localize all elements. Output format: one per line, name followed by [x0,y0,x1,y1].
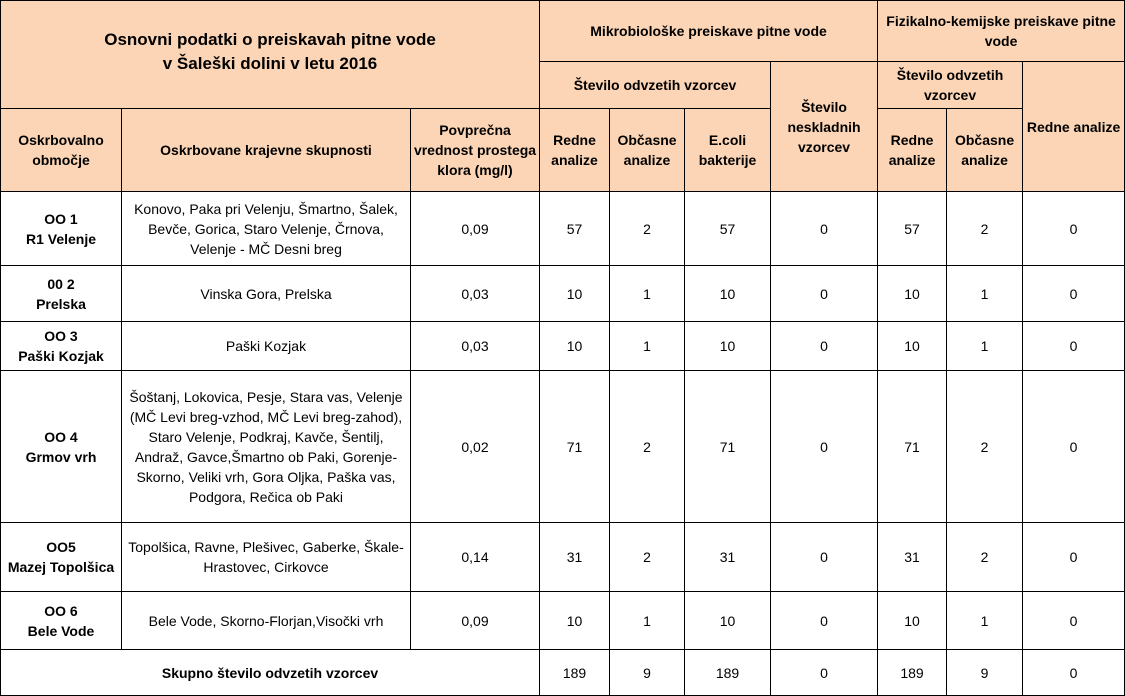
f-redne-cell: 10 [878,592,947,650]
area-cell [1,322,122,371]
area-cell [1,523,122,592]
table-title-line-1: Osnovni podatki o preiskavah pitne vode [104,29,436,49]
m-redne-cell: 71 [540,371,610,523]
area-name: R1 Velenje [25,230,97,247]
chlorine-cell: 0,02 [411,371,540,523]
neskladni-cell: 0 [771,592,878,650]
area-code: OO 4 [44,428,78,445]
subheader-odvzetih-fiz: Število odvzetih vzorcev [878,62,1023,109]
m-obcasne-cell: 2 [610,192,685,266]
table-row [1,322,1125,371]
total-f-redne: 189 [878,650,947,696]
area-name: Bele Vode [27,622,95,639]
col-header-skupnosti: Oskrbovane krajevne skupnosti [122,109,411,192]
area-cell [1,266,122,322]
col-header-redne: Redne analize [540,109,610,192]
communities-cell: Paški Kozjak [122,322,411,371]
col-header-ecoli: E.coli bakterije [685,109,771,192]
communities-cell: Vinska Gora, Prelska [122,266,411,322]
col-header-obcasne-fiz: Občasne analize [947,109,1023,192]
area-cell [1,592,122,650]
table-title-line-2: v Šaleški dolini v letu 2016 [162,53,378,73]
m-obcasne-cell: 2 [610,523,685,592]
m-obcasne-cell: 1 [610,322,685,371]
total-m-redne: 189 [540,650,610,696]
col-header-redne-fiz: Redne analize [878,109,947,192]
m-redne-cell: 57 [540,192,610,266]
table-row [1,592,1125,650]
f-redne-analize-cell: 0 [1023,592,1125,650]
m-ecoli-cell: 31 [685,523,771,592]
area-code: OO 6 [44,602,78,619]
neskladni-cell: 0 [771,192,878,266]
col-header-obcasne: Občasne analize [610,109,685,192]
m-ecoli-cell: 10 [685,266,771,322]
communities-cell: Šoštanj, Lokovica, Pesje, Stara vas, Velenje (MČ Levi breg-vzhod, MČ Levi breg-zahod), Staro Velenje, Podkraj, Kavče, Šentilj, Andraž, Gavce,Šmartno ob Paki, Gorenje-Skorno, Veliki vrh, Gora Oljka, Paška vas, Podgora, Rečica ob Paki [122,371,411,523]
communities-cell: Bele Vode, Skorno-Florjan,Visočki vrh [122,592,411,650]
m-obcasne-cell: 1 [610,266,685,322]
f-obcasne-cell: 1 [947,266,1023,322]
area-cell [1,192,122,266]
total-label: Skupno število odvzetih vzorcev [1,650,540,696]
area-code: OO 3 [44,328,78,344]
chlorine-cell: 0,09 [411,592,540,650]
f-redne-cell: 57 [878,192,947,266]
col-header-obmocje: Oskrbovalno območje [1,109,122,192]
area-code: OO5 [46,539,76,555]
group-header-micro: Mikrobiološke preiskave pitne vode [540,1,878,62]
m-redne-cell: 10 [540,266,610,322]
subheader-redne-fiz: Redne analize [1023,62,1125,192]
total-neskladni: 0 [771,650,878,696]
f-redne-analize-cell: 0 [1023,371,1125,523]
f-redne-cell: 31 [878,523,947,592]
m-redne-cell: 31 [540,523,610,592]
chlorine-cell: 0,09 [411,192,540,266]
f-obcasne-cell: 1 [947,592,1023,650]
subheader-odvzetih-micro: Število odvzetih vzorcev [540,62,771,109]
m-redne-cell: 10 [540,322,610,371]
m-ecoli-cell: 57 [685,192,771,266]
area-name: Paški Kozjak [18,348,104,364]
m-ecoli-cell: 71 [685,371,771,523]
table-row [1,266,1125,322]
area-name: Mazej Topolšica [7,559,115,575]
f-redne-cell: 10 [878,322,947,371]
table-row [1,371,1125,523]
chlorine-cell: 0,03 [411,322,540,371]
f-obcasne-cell: 2 [947,371,1023,523]
total-m-ecoli: 189 [685,650,771,696]
table-title [1,1,540,109]
m-ecoli-cell: 10 [685,592,771,650]
m-obcasne-cell: 1 [610,592,685,650]
f-redne-analize-cell: 0 [1023,266,1125,322]
neskladni-cell: 0 [771,523,878,592]
chlorine-cell: 0,14 [411,523,540,592]
m-obcasne-cell: 2 [610,371,685,523]
area-code: 00 2 [47,275,75,292]
m-ecoli-cell: 10 [685,322,771,371]
f-redne-analize-cell: 0 [1023,523,1125,592]
total-f-obcasne: 9 [947,650,1023,696]
area-cell [1,371,122,523]
f-obcasne-cell: 2 [947,523,1023,592]
f-obcasne-cell: 1 [947,322,1023,371]
f-redne-cell: 10 [878,266,947,322]
f-redne-cell: 71 [878,371,947,523]
area-code: OO 1 [44,210,78,227]
table-row [1,523,1125,592]
total-row [1,650,1125,696]
table-row [1,192,1125,266]
area-name: Prelska [36,295,86,312]
neskladni-cell: 0 [771,371,878,523]
neskladni-cell: 0 [771,266,878,322]
f-redne-analize-cell: 0 [1023,192,1125,266]
col-header-klor: Povprečna vrednost prostega klora (mg/l) [411,109,540,192]
area-name: Grmov vrh [25,448,97,465]
group-header-fiz: Fizikalno-kemijske preiskave pitne vode [878,1,1125,62]
subheader-neskladnih: Število neskladnih vzorcev [771,62,878,192]
neskladni-cell: 0 [771,322,878,371]
m-redne-cell: 10 [540,592,610,650]
chlorine-cell: 0,03 [411,266,540,322]
f-obcasne-cell: 2 [947,192,1023,266]
communities-cell: Topolšica, Ravne, Plešivec, Gaberke, Škale-Hrastovec, Cirkovce [122,523,411,592]
total-f-redne-analize: 0 [1023,650,1125,696]
total-m-obcasne: 9 [610,650,685,696]
f-redne-analize-cell: 0 [1023,322,1125,371]
communities-cell: Konovo, Paka pri Velenju, Šmartno, Šalek, Bevče, Gorica, Staro Velenje, Črnova, Velenje - MČ Desni breg [122,192,411,266]
